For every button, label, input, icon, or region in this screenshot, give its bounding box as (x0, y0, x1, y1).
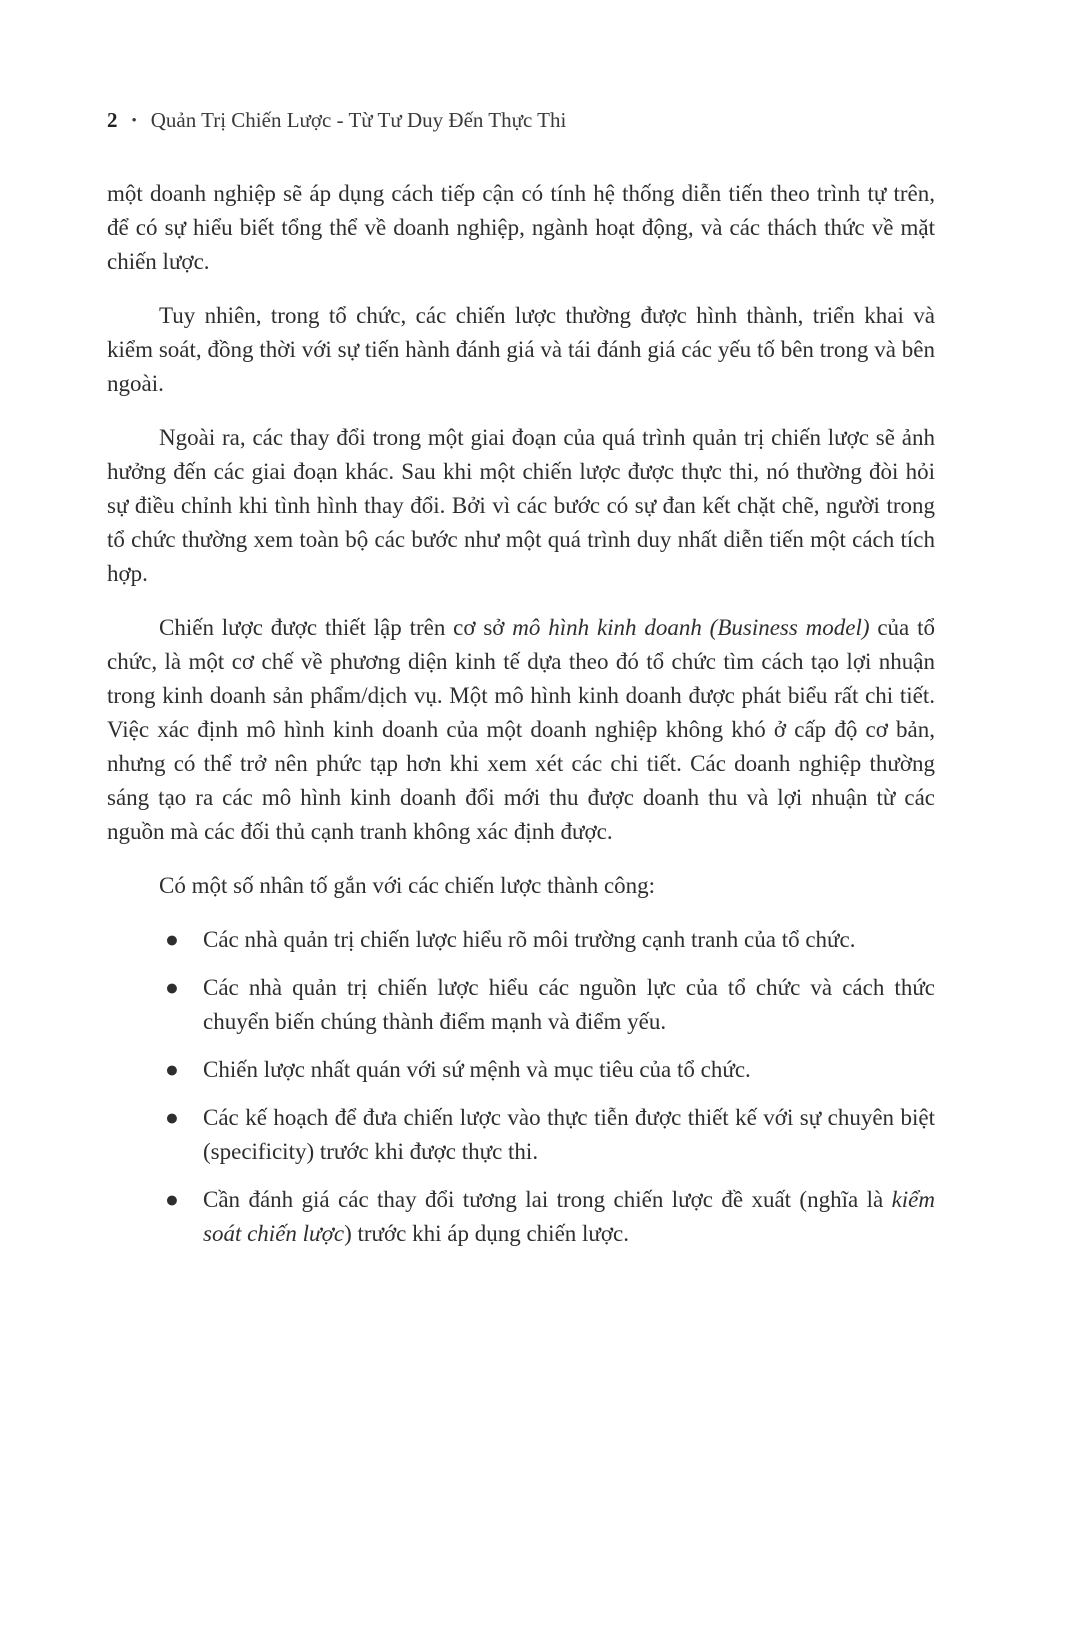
bullet-item-text (203, 1053, 935, 1087)
book-title: Quản Trị Chiến Lược - Từ Tư Duy Đến Thực Thi (150, 108, 567, 132)
paragraph (107, 611, 935, 849)
text-run: Tuy nhiên, trong tổ chức, các chiến lược thường được hình thành, triển khai và kiểm soát, đồng thời với sự tiến hành đánh giá và tái đánh giá các yếu tố bên trong và bên ngoài. (107, 303, 935, 396)
italic-text: mô hình kinh doanh (Business model) (512, 615, 870, 640)
paragraph (107, 421, 935, 591)
bullet-item-text (203, 971, 935, 1039)
bullet-item (165, 1183, 935, 1251)
bullet-item (165, 971, 935, 1039)
text-run: Ngoài ra, các thay đổi trong một giai đoạn của quá trình quản trị chiến lược sẽ ảnh hưởng đến các giai đoạn khác. Sau khi một chiến lược được thực thi, nó thường đòi hỏi sự điều chỉnh khi tình hình thay đổi. Bởi vì các bước có sự đan kết chặt chẽ, người trong tổ chức thường xem toàn bộ các bước như một quá trình duy nhất diễn tiến một cách tích hợp. (107, 425, 935, 586)
bullet-list (107, 923, 935, 1251)
text-run: Các nhà quản trị chiến lược hiểu các nguồn lực của tổ chức và cách thức chuyển biến chúng thành điểm mạnh và điểm yếu. (203, 975, 935, 1034)
paragraph-container (107, 177, 935, 903)
bullet-item-text (203, 1183, 935, 1251)
text-run: Các nhà quản trị chiến lược hiểu rõ môi trường cạnh tranh của tổ chức. (203, 927, 856, 952)
text-run: một doanh nghiệp sẽ áp dụng cách tiếp cận có tính hệ thống diễn tiến theo trình tự trên, để có sự hiểu biết tổng thể về doanh nghiệp, ngành hoạt động, và các thách thức về mặt chiến lược. (107, 181, 935, 274)
bullet-item (165, 923, 935, 957)
body-text (107, 177, 935, 1251)
paragraph (107, 177, 935, 279)
bullet-separator-icon: • (131, 113, 137, 129)
bullet-icon: ● (165, 1105, 179, 1130)
text-run: Các kế hoạch để đưa chiến lược vào thực tiễn được thiết kế với sự chuyên biệt (specificity) trước khi được thực thi. (203, 1105, 935, 1164)
text-run: Chiến lược được thiết lập trên cơ sở (159, 615, 513, 640)
bullet-item (165, 1101, 935, 1169)
text-run: Cần đánh giá các thay đổi tương lai trong chiến lược đề xuất (nghĩa là (203, 1187, 892, 1212)
text-run: ) trước khi áp dụng chiến lược. (344, 1221, 630, 1246)
running-header (107, 108, 935, 133)
bullet-icon: ● (165, 975, 179, 1000)
bullet-item-text (203, 1101, 935, 1169)
bullet-icon: ● (165, 1057, 179, 1082)
page-number: 2 (107, 108, 118, 132)
text-run: Có một số nhân tố gắn với các chiến lược thành công: (159, 873, 656, 898)
bullet-item-text (203, 923, 935, 957)
italic-text: kiểm soát chiến lược (203, 1187, 935, 1246)
text-run: Chiến lược nhất quán với sứ mệnh và mục tiêu của tổ chức. (203, 1057, 751, 1082)
paragraph (107, 299, 935, 401)
bullet-item (165, 1053, 935, 1087)
text-run: của tổ chức, là một cơ chế về phương diện kinh tế dựa theo đó tổ chức tìm cách tạo lợi nhuận trong kinh doanh sản phẩm/dịch vụ. Một mô hình kinh doanh được phát biểu rất chi tiết. Việc xác định mô hình kinh doanh của một doanh nghiệp không khó ở cấp độ cơ bản, nhưng có thể trở nên phức tạp hơn khi xem xét các chi tiết. Các doanh nghiệp thường sáng tạo ra các mô hình kinh doanh đổi mới thu được doanh thu và lợi nhuận từ các nguồn mà các đối thủ cạnh tranh không xác định được. (107, 615, 935, 844)
bullet-icon: ● (165, 927, 179, 952)
bullet-icon: ● (165, 1187, 179, 1212)
paragraph (107, 869, 935, 903)
